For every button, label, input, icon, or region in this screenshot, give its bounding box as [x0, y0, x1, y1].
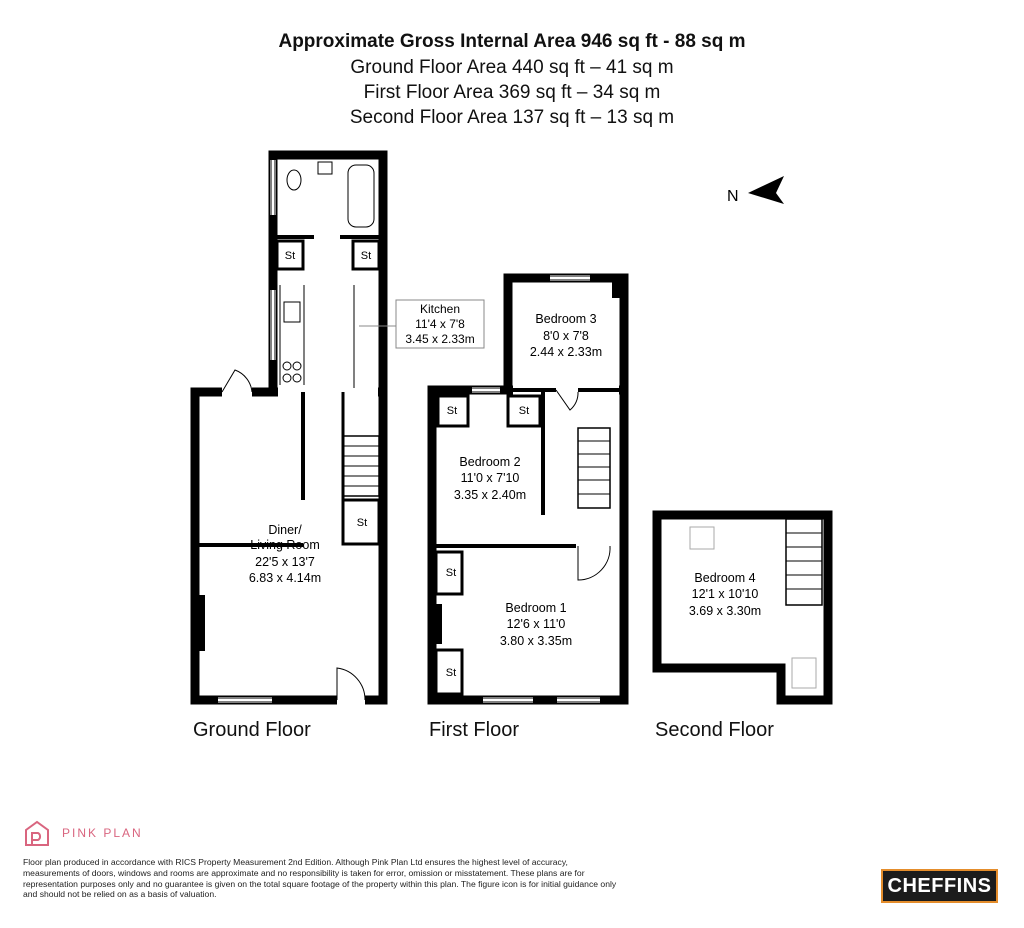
bedroom4-imperial: 12'1 x 10'10 [691, 587, 759, 601]
bedroom1-metric: 3.80 x 3.35m [499, 634, 573, 648]
north-arrow-icon [748, 176, 784, 204]
diner-imperial: 22'5 x 13'7 [255, 555, 315, 569]
kitchen-name: Kitchen [419, 302, 461, 316]
first-floor-area: First Floor Area 369 sq ft – 34 sq m [363, 82, 661, 103]
agent-logo: CHEFFINS [881, 869, 998, 903]
store-label: St [284, 250, 296, 262]
ground-floor-label: Ground Floor [193, 719, 311, 741]
area-total-title: Approximate Gross Internal Area 946 sq ft - 88 sq m [278, 31, 746, 52]
rear-wing-wall [273, 155, 383, 392]
diner-metric: 6.83 x 4.14m [248, 571, 322, 585]
bedroom3-metric: 2.44 x 2.33m [529, 345, 603, 359]
ground-floor-area: Ground Floor Area 440 sq ft – 41 sq m [350, 57, 674, 78]
store-label: St [446, 405, 458, 417]
pink-plan-logo-icon [22, 818, 52, 848]
bedroom1-name: Bedroom 1 [505, 601, 567, 615]
store-label: St [518, 405, 530, 417]
store-label: St [360, 250, 372, 262]
north-label: N [727, 188, 739, 205]
second-floor-label: Second Floor [655, 719, 774, 741]
store-label: St [356, 517, 368, 529]
bedroom4-name: Bedroom 4 [694, 571, 756, 585]
store-label: St [445, 667, 457, 679]
diner-name-1: Diner/ [268, 523, 302, 537]
diner-name-2: Living Room [250, 538, 320, 552]
first-floor-label: First Floor [429, 719, 519, 741]
disclaimer-text: Floor plan produced in accordance with RICS Property Measurement 2nd Edition. Although Pink Plan Ltd ensures the highest level of accuracy, measurements of doors, windows and rooms are approximate and no responsibility is taken for error, omission or misstatement. These plans are for representation purposes only and no guarantee is given on the total square footage of the property within this plan. The figure icon is for initial guidance only and should not be relied on as a basis of valuation. [23, 857, 617, 900]
brand-name: PINK PLAN [62, 826, 143, 840]
bedroom4-metric: 3.69 x 3.30m [688, 604, 762, 618]
bedroom2-name: Bedroom 2 [459, 455, 521, 469]
kitchen-imperial: 11'4 x 7'8 [415, 317, 465, 331]
bedroom3-imperial: 8'0 x 7'8 [543, 329, 589, 343]
store-label: St [445, 567, 457, 579]
bedroom2-metric: 3.35 x 2.40m [453, 488, 527, 502]
kitchen-metric: 3.45 x 2.33m [405, 332, 475, 346]
bedroom2-imperial: 11'0 x 7'10 [460, 471, 520, 485]
ground-floor-plan [195, 155, 383, 702]
bedroom3-name: Bedroom 3 [535, 312, 597, 326]
second-floor-area: Second Floor Area 137 sq ft – 13 sq m [349, 107, 675, 128]
bedroom1-imperial: 12'6 x 11'0 [506, 617, 566, 631]
